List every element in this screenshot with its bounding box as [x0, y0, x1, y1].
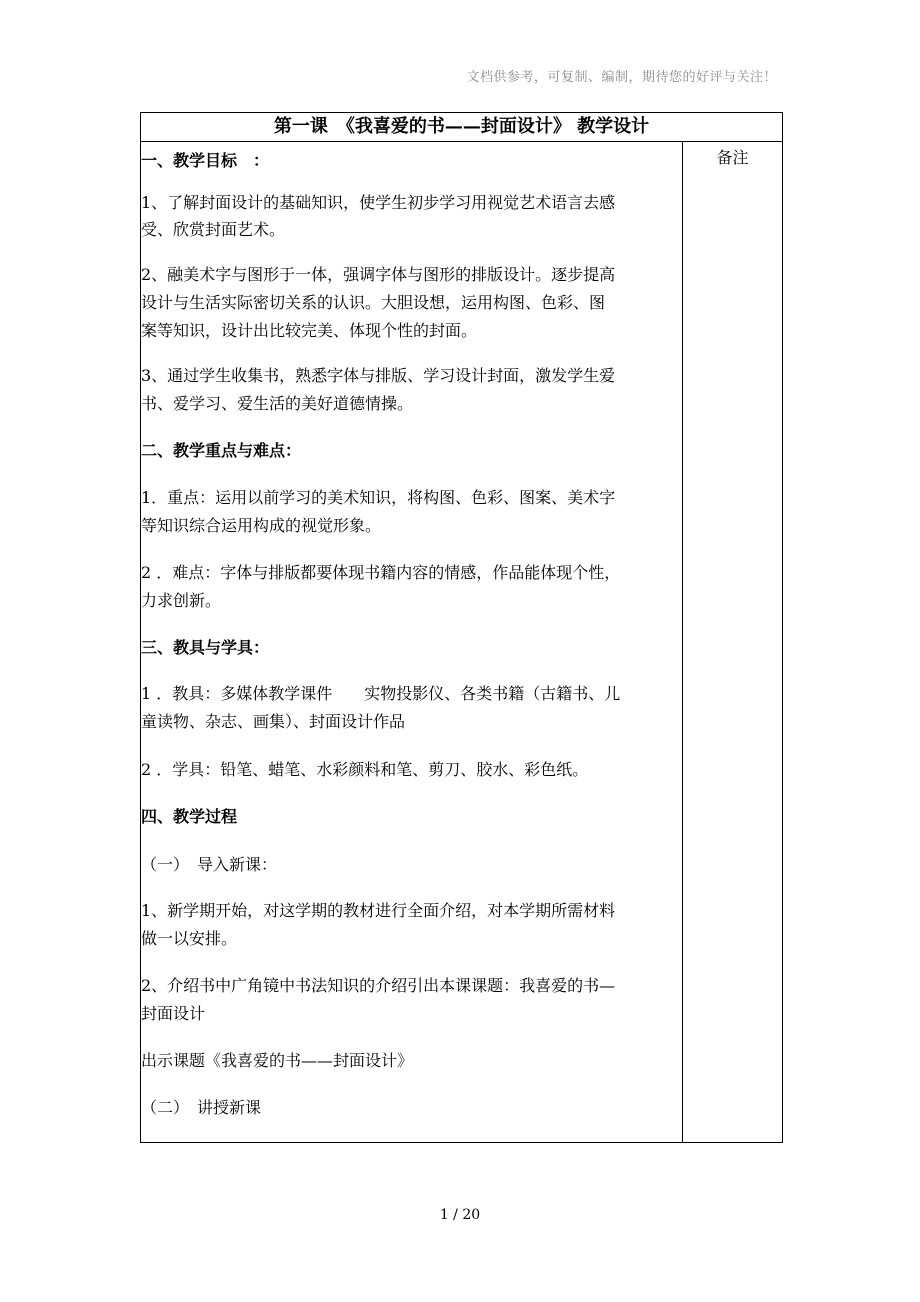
subsection-new-lesson: （二） 讲授新课 [141, 1098, 262, 1117]
student-tools-line: 2 ．学具：铅笔、蜡笔、水彩颜料和笔、剪刀、胶水、彩色纸。 [141, 760, 589, 779]
teacher-tools-line-1: 1 ．教具：多媒体教学课件 实物投影仪、各类书籍（古籍书、儿 [141, 684, 621, 703]
section-heading-key-points: 二、教学重点与难点： [141, 441, 302, 460]
lesson-plan-table [140, 112, 783, 1143]
intro-1-line-1: 1、新学期开始，对这学期的教材进行全面介绍，对本学期所需材料 [141, 901, 616, 920]
objective-3-line-2: 书、爱学习、爱生活的美好道德情操。 [141, 394, 414, 413]
objective-3-line-1: 3、通过学生收集书，熟悉字体与排版、学习设计封面，激发学生爱 [141, 366, 616, 385]
section-heading-tools: 三、教具与学具： [141, 638, 270, 657]
objective-2-line-1: 2、融美术字与图形于一体，强调字体与图形的排版设计。逐步提高 [141, 265, 616, 284]
lesson-title: 第一课 《我喜爱的书——封面设计》 教学设计 [141, 113, 782, 142]
intro-2-line-1: 2、介绍书中广角镜中书法知识的介绍引出本课课题：我喜爱的书— [141, 976, 616, 995]
objective-2-line-3: 案等知识，设计出比较完美、体现个性的封面。 [141, 321, 478, 340]
show-topic-line: 出示课题《我喜爱的书——封面设计》 [141, 1051, 414, 1070]
objective-2-line-2: 设计与生活实际密切关系的认识。大胆设想，运用构图、色彩、图 [141, 293, 606, 312]
section-heading-objectives: 一、教学目标 ： [141, 151, 270, 170]
difficulty-line-2: 力求创新。 [141, 591, 222, 610]
header-note: 文档供参考，可复制、编制，期待您的好评与关注！ [466, 70, 777, 85]
content-column [141, 142, 683, 1142]
intro-2-line-2: 封面设计 [141, 1004, 206, 1023]
difficulty-line-1: 2 ．难点：字体与排版都要体现书籍内容的情感，作品能体现个性， [141, 563, 621, 582]
intro-1-line-2: 做一以安排。 [141, 929, 238, 948]
subsection-intro: （一） 导入新课： [141, 855, 278, 874]
key-point-line-1: 1．重点：运用以前学习的美术知识，将构图、色彩、图案、美术字 [141, 488, 616, 507]
objective-1-line-1: 1、了解封面设计的基础知识，使学生初步学习用视觉艺术语言去感 [141, 193, 616, 212]
notes-column [683, 142, 782, 1142]
key-point-line-2: 等知识综合运用构成的视觉形象。 [141, 516, 382, 535]
section-heading-process: 四、教学过程 [141, 807, 238, 826]
objective-1-line-2: 受、欣赏封面艺术。 [141, 220, 286, 239]
notes-label: 备注 [716, 148, 749, 167]
page-number: 1 / 20 [439, 1207, 481, 1223]
teacher-tools-line-2: 童读物、杂志、画集）、封面设计作品 [141, 712, 406, 731]
